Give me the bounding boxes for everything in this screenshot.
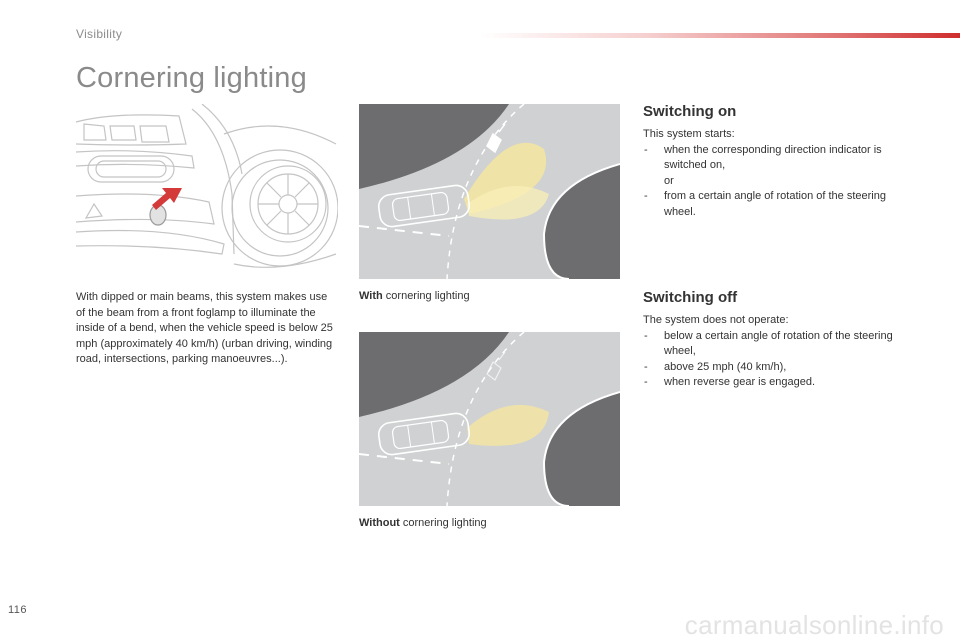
list-item: - above 25 mph (40 km/h), bbox=[643, 360, 913, 376]
caption-without-text: cornering lighting bbox=[399, 517, 487, 529]
header-rule bbox=[480, 33, 960, 38]
car-front-illustration bbox=[74, 104, 338, 274]
list-item: - when reverse gear is engaged. bbox=[643, 375, 913, 391]
list-item: - from a certain angle of rotation of the steering wheel. bbox=[643, 189, 913, 220]
caption-with-text: cornering lighting bbox=[382, 290, 470, 302]
without-cornering-diagram bbox=[359, 332, 620, 506]
caption-with-bold: With bbox=[359, 290, 383, 302]
switching-on-title: Switching on bbox=[643, 103, 737, 120]
caption-without-bold: Without bbox=[359, 517, 400, 529]
switching-on-list bbox=[643, 143, 913, 221]
page-title: Cornering lighting bbox=[76, 62, 307, 94]
intro-paragraph: With dipped or main beams, this system makes use of the beam from a front foglamp to illuminate the inside of a bend, when the vehicle speed is below 25 mph (approximately 40 km/h) (urban driving, winding road, intersections, parking manoeuvres...). bbox=[76, 291, 333, 365]
switching-off-title: Switching off bbox=[643, 289, 738, 306]
switching-off-list bbox=[643, 329, 913, 391]
or-connector: or bbox=[664, 174, 674, 187]
list-item: - when the corresponding direction indicator is switched on, or bbox=[643, 143, 913, 190]
page-number: 116 bbox=[8, 604, 28, 616]
caption-without bbox=[359, 517, 487, 529]
switching-off-body bbox=[643, 313, 913, 391]
switching-off-lead: The system does not operate: bbox=[643, 314, 789, 326]
switching-on-body bbox=[643, 127, 913, 220]
caption-with bbox=[359, 290, 470, 302]
switching-on-lead: This system starts: bbox=[643, 128, 735, 140]
section-label: Visibility bbox=[76, 27, 123, 41]
watermark: carmanualsonline.info bbox=[684, 610, 944, 640]
list-item: - below a certain angle of rotation of the steering wheel, bbox=[643, 329, 913, 360]
with-cornering-diagram bbox=[359, 104, 620, 279]
